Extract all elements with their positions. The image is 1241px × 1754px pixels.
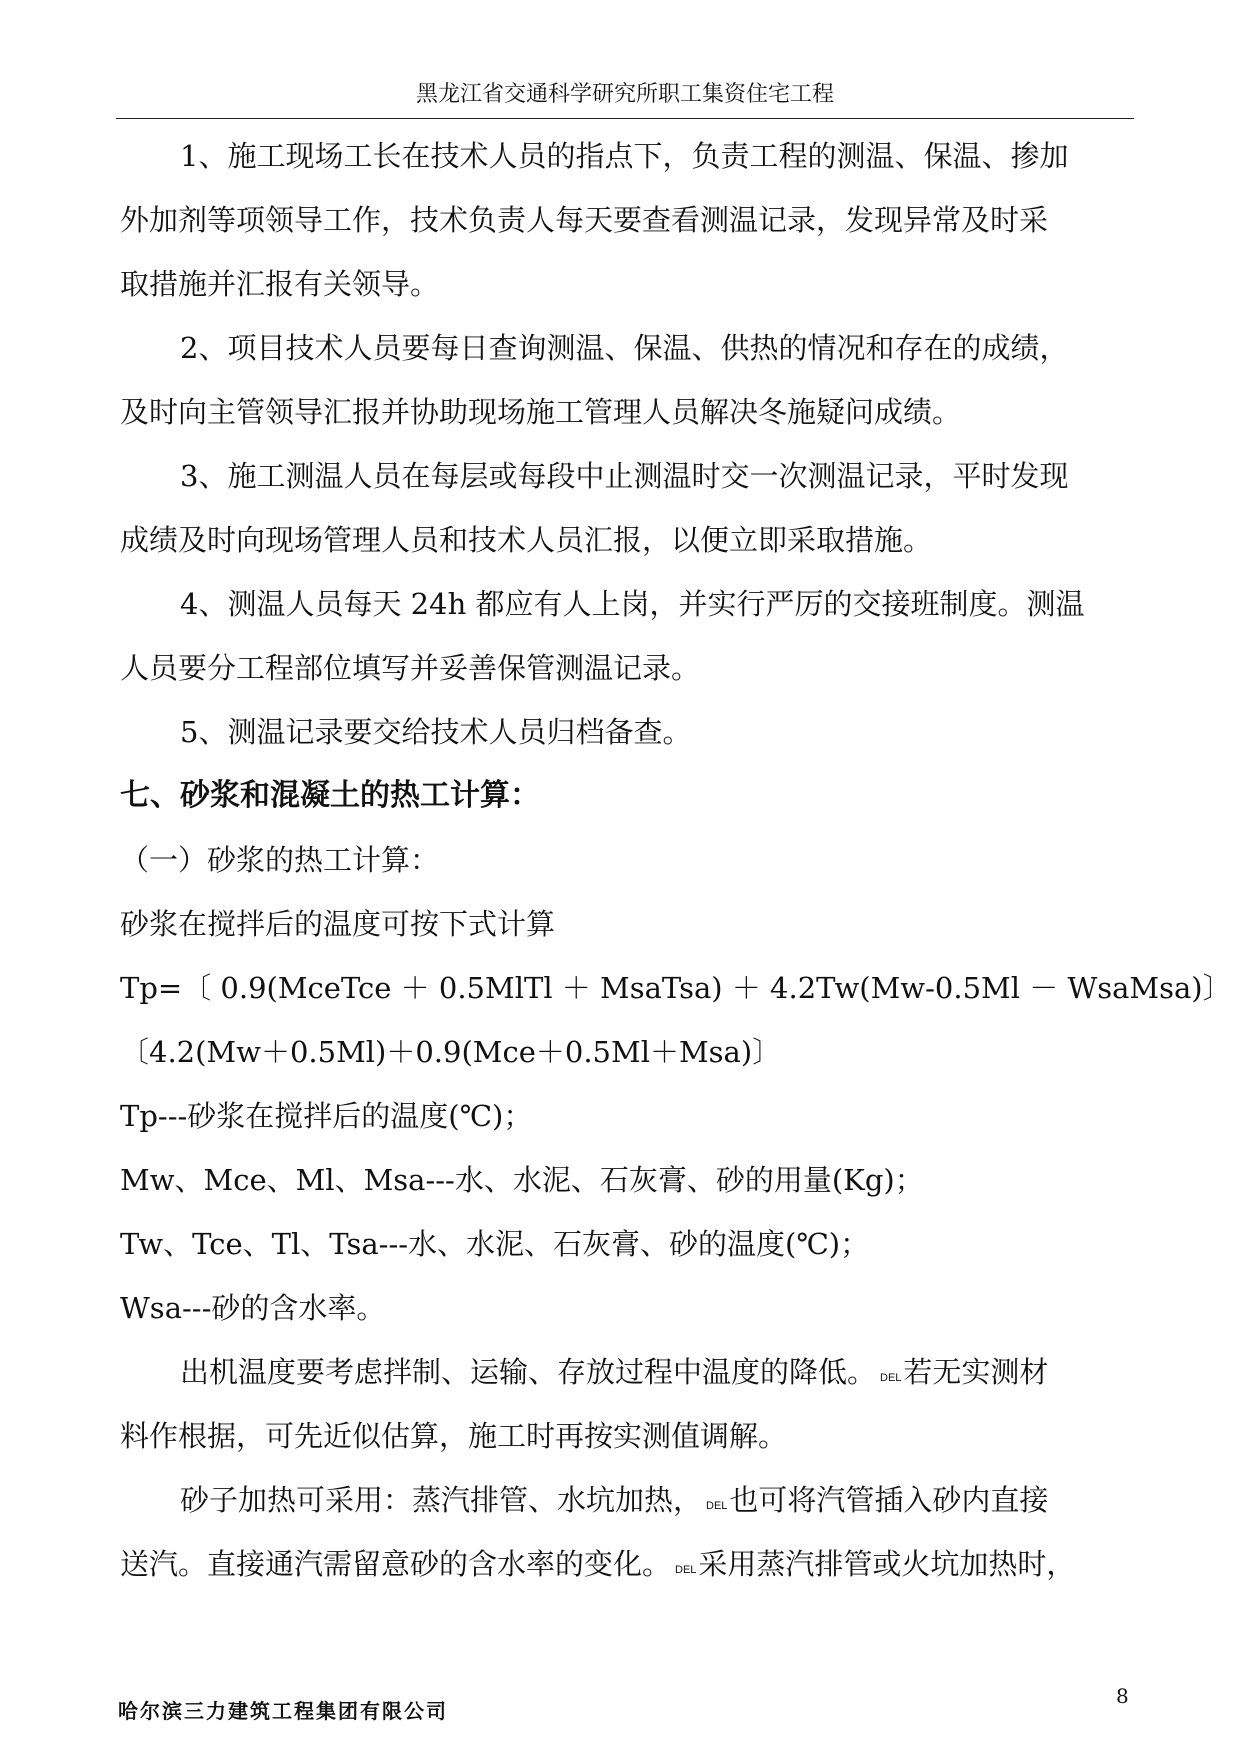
paragraph-6-line-2: 料作根据，可先近似估算，施工时再按实测值调解。 [120, 1419, 788, 1453]
paragraph-7-line-1-part-b: 也可将汽管插入砂内直接 [729, 1483, 1049, 1517]
footer-company-name: 哈尔滨三力建筑工程集团有限公司 [118, 1699, 448, 1723]
document-body [120, 124, 1232, 1596]
paragraph-3-line-2: 成绩及时向现场管理人员和技术人员汇报，以便立即采取措施。 [120, 523, 933, 557]
formula-intro: 砂浆在搅拌后的温度可按下式计算 [120, 907, 556, 941]
paragraph-1-line-3: 取措施并汇报有关领导。 [120, 267, 440, 301]
paragraph-1-line-2: 外加剂等项领导工作，技术负责人每天要查看测温记录，发现异常及时采 [120, 203, 1049, 237]
definition-tp: Tp---砂浆在搅拌后的温度(℃)； [120, 1099, 533, 1133]
paragraph-1-line-1: 1、施工现场工长在技术人员的指点下，负责工程的测温、保温、掺加 [180, 139, 1069, 173]
paragraph-6-line-1-part-b: 若无实测材 [903, 1355, 1049, 1389]
section-heading: 七、砂浆和混凝土的热工计算： [120, 778, 540, 813]
paragraph-7-line-1-part-a: 砂子加热可采用：蒸汽排管、水坑加热， [180, 1483, 703, 1517]
del-mark: DEL [675, 1564, 697, 1576]
paragraph-7-line-2-part-a: 送汽。直接通汽需留意砂的含水率的变化。 [120, 1547, 672, 1581]
definition-wsa: Wsa---砂的含水率。 [120, 1291, 386, 1325]
paragraph-5-line-1: 5、测温记录要交给技术人员归档备查。 [180, 715, 692, 749]
paragraph-2-line-1: 2、项目技术人员要每日查询测温、保温、供热的情况和存在的成绩， [180, 331, 1069, 365]
paragraph-4-line-1: 4、测温人员每天 24h 都应有人上岗，并实行严厉的交接班制度。测温 [180, 587, 1085, 621]
header-divider [116, 118, 1134, 119]
del-mark: DEL [880, 1372, 902, 1384]
paragraph-6-line-1-part-a: 出机温度要考虑拌制、运输、存放过程中温度的降低。 [180, 1355, 877, 1389]
page-header-title: 黑龙江省交通科学研究所职工集资住宅工程 [415, 82, 834, 107]
paragraph-7-line-2 [120, 1532, 1130, 1596]
del-mark: DEL [706, 1500, 728, 1512]
paragraph-6-line-1 [120, 1340, 1130, 1404]
formula-line-1: Tp=〔 0.9(MceTce ＋ 0.5MlTl ＋ MsaTsa) ＋ 4.2Tw(Mw-0.5Ml － WsaMsa)〕 [120, 971, 1232, 1005]
formula-line-2: 〔4.2(Mw＋0.5Ml)＋0.9(Mce＋0.5Ml＋Msa)〕 [120, 1035, 782, 1069]
definition-temperature: Tw、Tce、Tl、Tsa---水、水泥、石灰膏、砂的温度(℃)； [120, 1227, 870, 1261]
paragraph-4-line-2: 人员要分工程部位填写并妥善保管测温记录。 [120, 651, 701, 685]
sub-heading: （一）砂浆的热工计算： [120, 843, 440, 877]
paragraph-7-line-2-part-b: 采用蒸汽排管或火坑加热时， [698, 1547, 1076, 1581]
definition-mass: Mw、Mce、Ml、Msa---水、水泥、石灰膏、砂的用量(Kg)； [120, 1163, 924, 1197]
page-number: 8 [1116, 1684, 1129, 1708]
paragraph-7-line-1 [120, 1468, 1130, 1532]
paragraph-2-line-2: 及时向主管领导汇报并协助现场施工管理人员解决冬施疑问成绩。 [120, 395, 962, 429]
paragraph-3-line-1: 3、施工测温人员在每层或每段中止测温时交一次测温记录，平时发现 [180, 459, 1069, 493]
